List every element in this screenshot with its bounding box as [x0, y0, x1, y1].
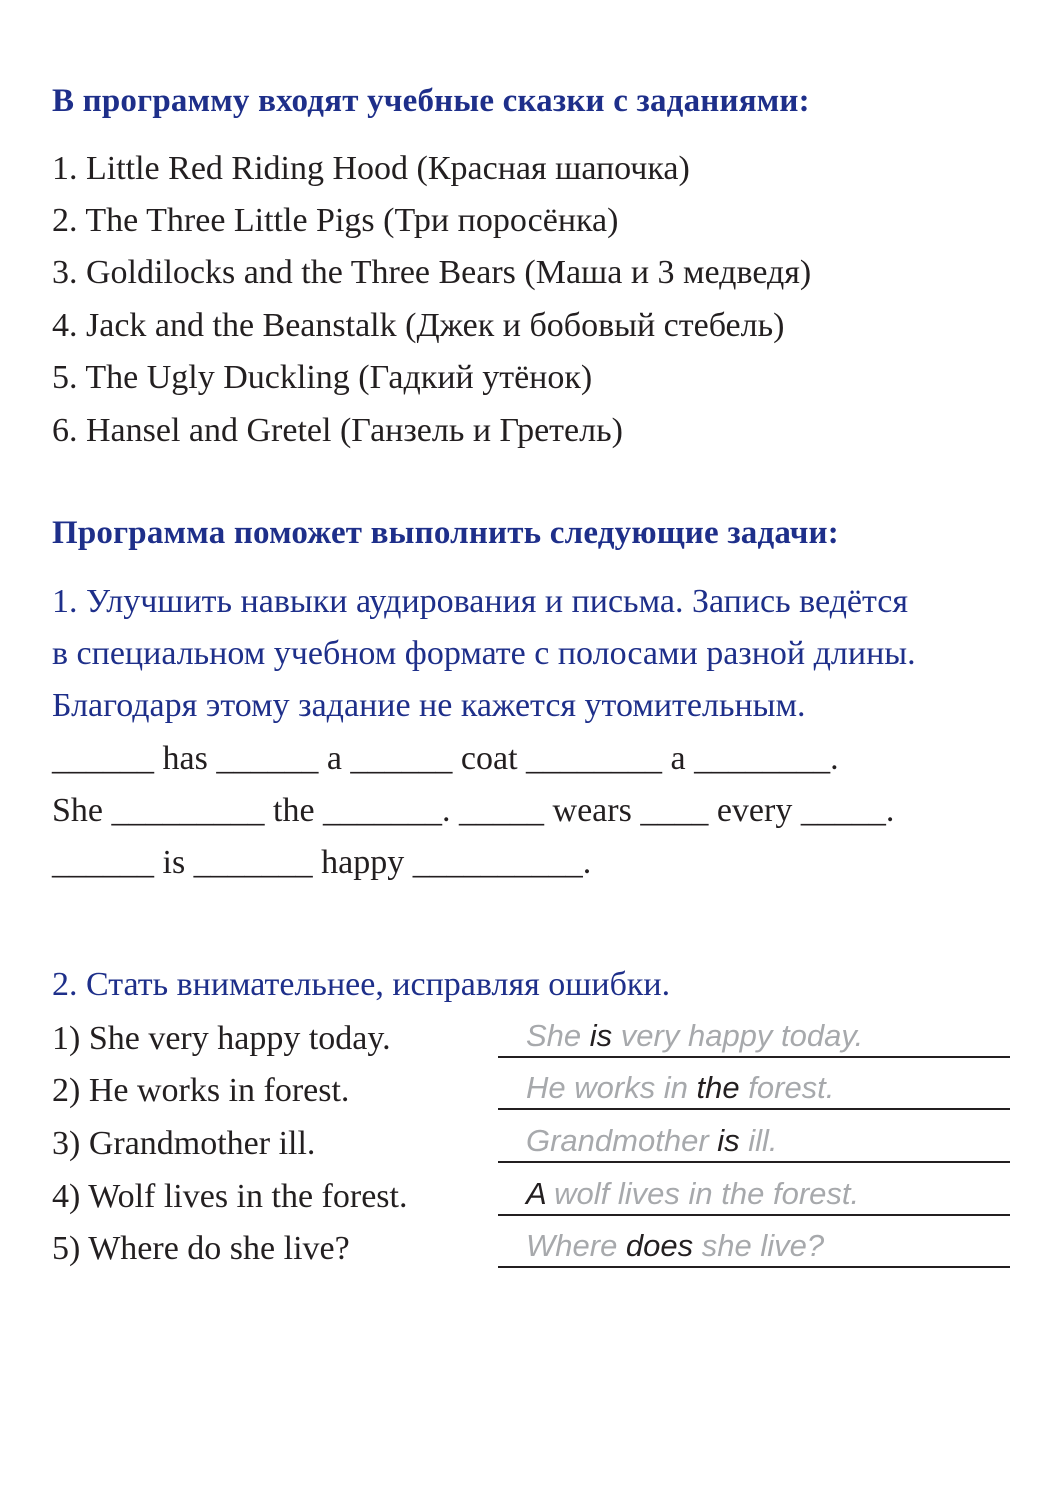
task1-description	[52, 576, 1032, 732]
task1-line: в специальном учебном формате с полосами разной длины.	[52, 635, 916, 672]
hint-text: ill.	[739, 1123, 778, 1158]
incorrect-sentence: 2) He works in forest.	[52, 1072, 350, 1109]
corrected-sentence	[526, 1176, 859, 1212]
corrected-sentence	[526, 1070, 834, 1106]
exercise-line: ______ has ______ a ______ coat ________ a ________.	[52, 740, 839, 777]
correction-word: is	[717, 1123, 740, 1158]
fairy-tale-item: 6. Hansel and Gretel (Ганзель и Гретель)	[52, 412, 623, 449]
task2-title: 2. Стать внимательнее, исправляя ошибки.	[52, 966, 671, 1003]
answer-line	[498, 1010, 1010, 1058]
correction-word: A	[526, 1176, 546, 1211]
correction-word: does	[625, 1228, 694, 1263]
section2-heading: Программа поможет выполнить следующие задачи:	[52, 515, 839, 551]
task1-line: 1. Улучшить навыки аудирования и письма. Запись ведётся	[52, 583, 908, 620]
incorrect-sentence: 5) Where do she live?	[52, 1230, 350, 1267]
section1-heading: В программу входят учебные сказки с заданиями:	[52, 83, 810, 119]
correction-row	[52, 1228, 1010, 1268]
hint-text: He works in	[526, 1070, 697, 1105]
correction-word: the	[696, 1070, 740, 1105]
exercise-line: ______ is _______ happy __________.	[52, 844, 592, 881]
hint-text: Where	[526, 1228, 626, 1263]
answer-line	[498, 1115, 1010, 1163]
fairy-tale-item: 2. The Three Little Pigs (Три поросёнка)	[52, 202, 619, 239]
fairy-tale-item: 4. Jack and the Beanstalk (Джек и бобовый стебель)	[52, 307, 785, 344]
answer-line	[498, 1062, 1010, 1110]
correction-row	[52, 1018, 1010, 1058]
hint-text: very happy today.	[612, 1018, 864, 1053]
fairy-tale-item: 1. Little Red Riding Hood (Красная шапочка)	[52, 150, 690, 187]
fairy-tale-item: 5. The Ugly Duckling (Гадкий утёнок)	[52, 359, 593, 396]
incorrect-sentence: 4) Wolf lives in the forest.	[52, 1178, 408, 1215]
incorrect-sentence: 3) Grandmother ill.	[52, 1125, 316, 1162]
hint-text: She	[526, 1018, 590, 1053]
hint-text: forest.	[739, 1070, 835, 1105]
corrected-sentence	[526, 1228, 824, 1264]
fairy-tale-item: 3. Goldilocks and the Three Bears (Маша и 3 медведя)	[52, 254, 812, 291]
correction-row	[52, 1070, 1010, 1110]
hint-text: Grandmother	[526, 1123, 718, 1158]
task1-line: Благодаря этому задание не кажется утомительным.	[52, 687, 806, 724]
corrected-sentence	[526, 1018, 863, 1054]
correction-word: is	[589, 1018, 613, 1053]
incorrect-sentence: 1) She very happy today.	[52, 1020, 391, 1057]
correction-row	[52, 1176, 1010, 1216]
exercise-line: She _________ the _______. _____ wears ____ every _____.	[52, 792, 895, 829]
hint-text: wolf lives in the forest.	[545, 1176, 860, 1211]
corrected-sentence	[526, 1123, 778, 1159]
hint-text: she live?	[693, 1228, 825, 1263]
correction-row	[52, 1123, 1010, 1163]
answer-line	[498, 1220, 1010, 1268]
answer-line	[498, 1168, 1010, 1216]
